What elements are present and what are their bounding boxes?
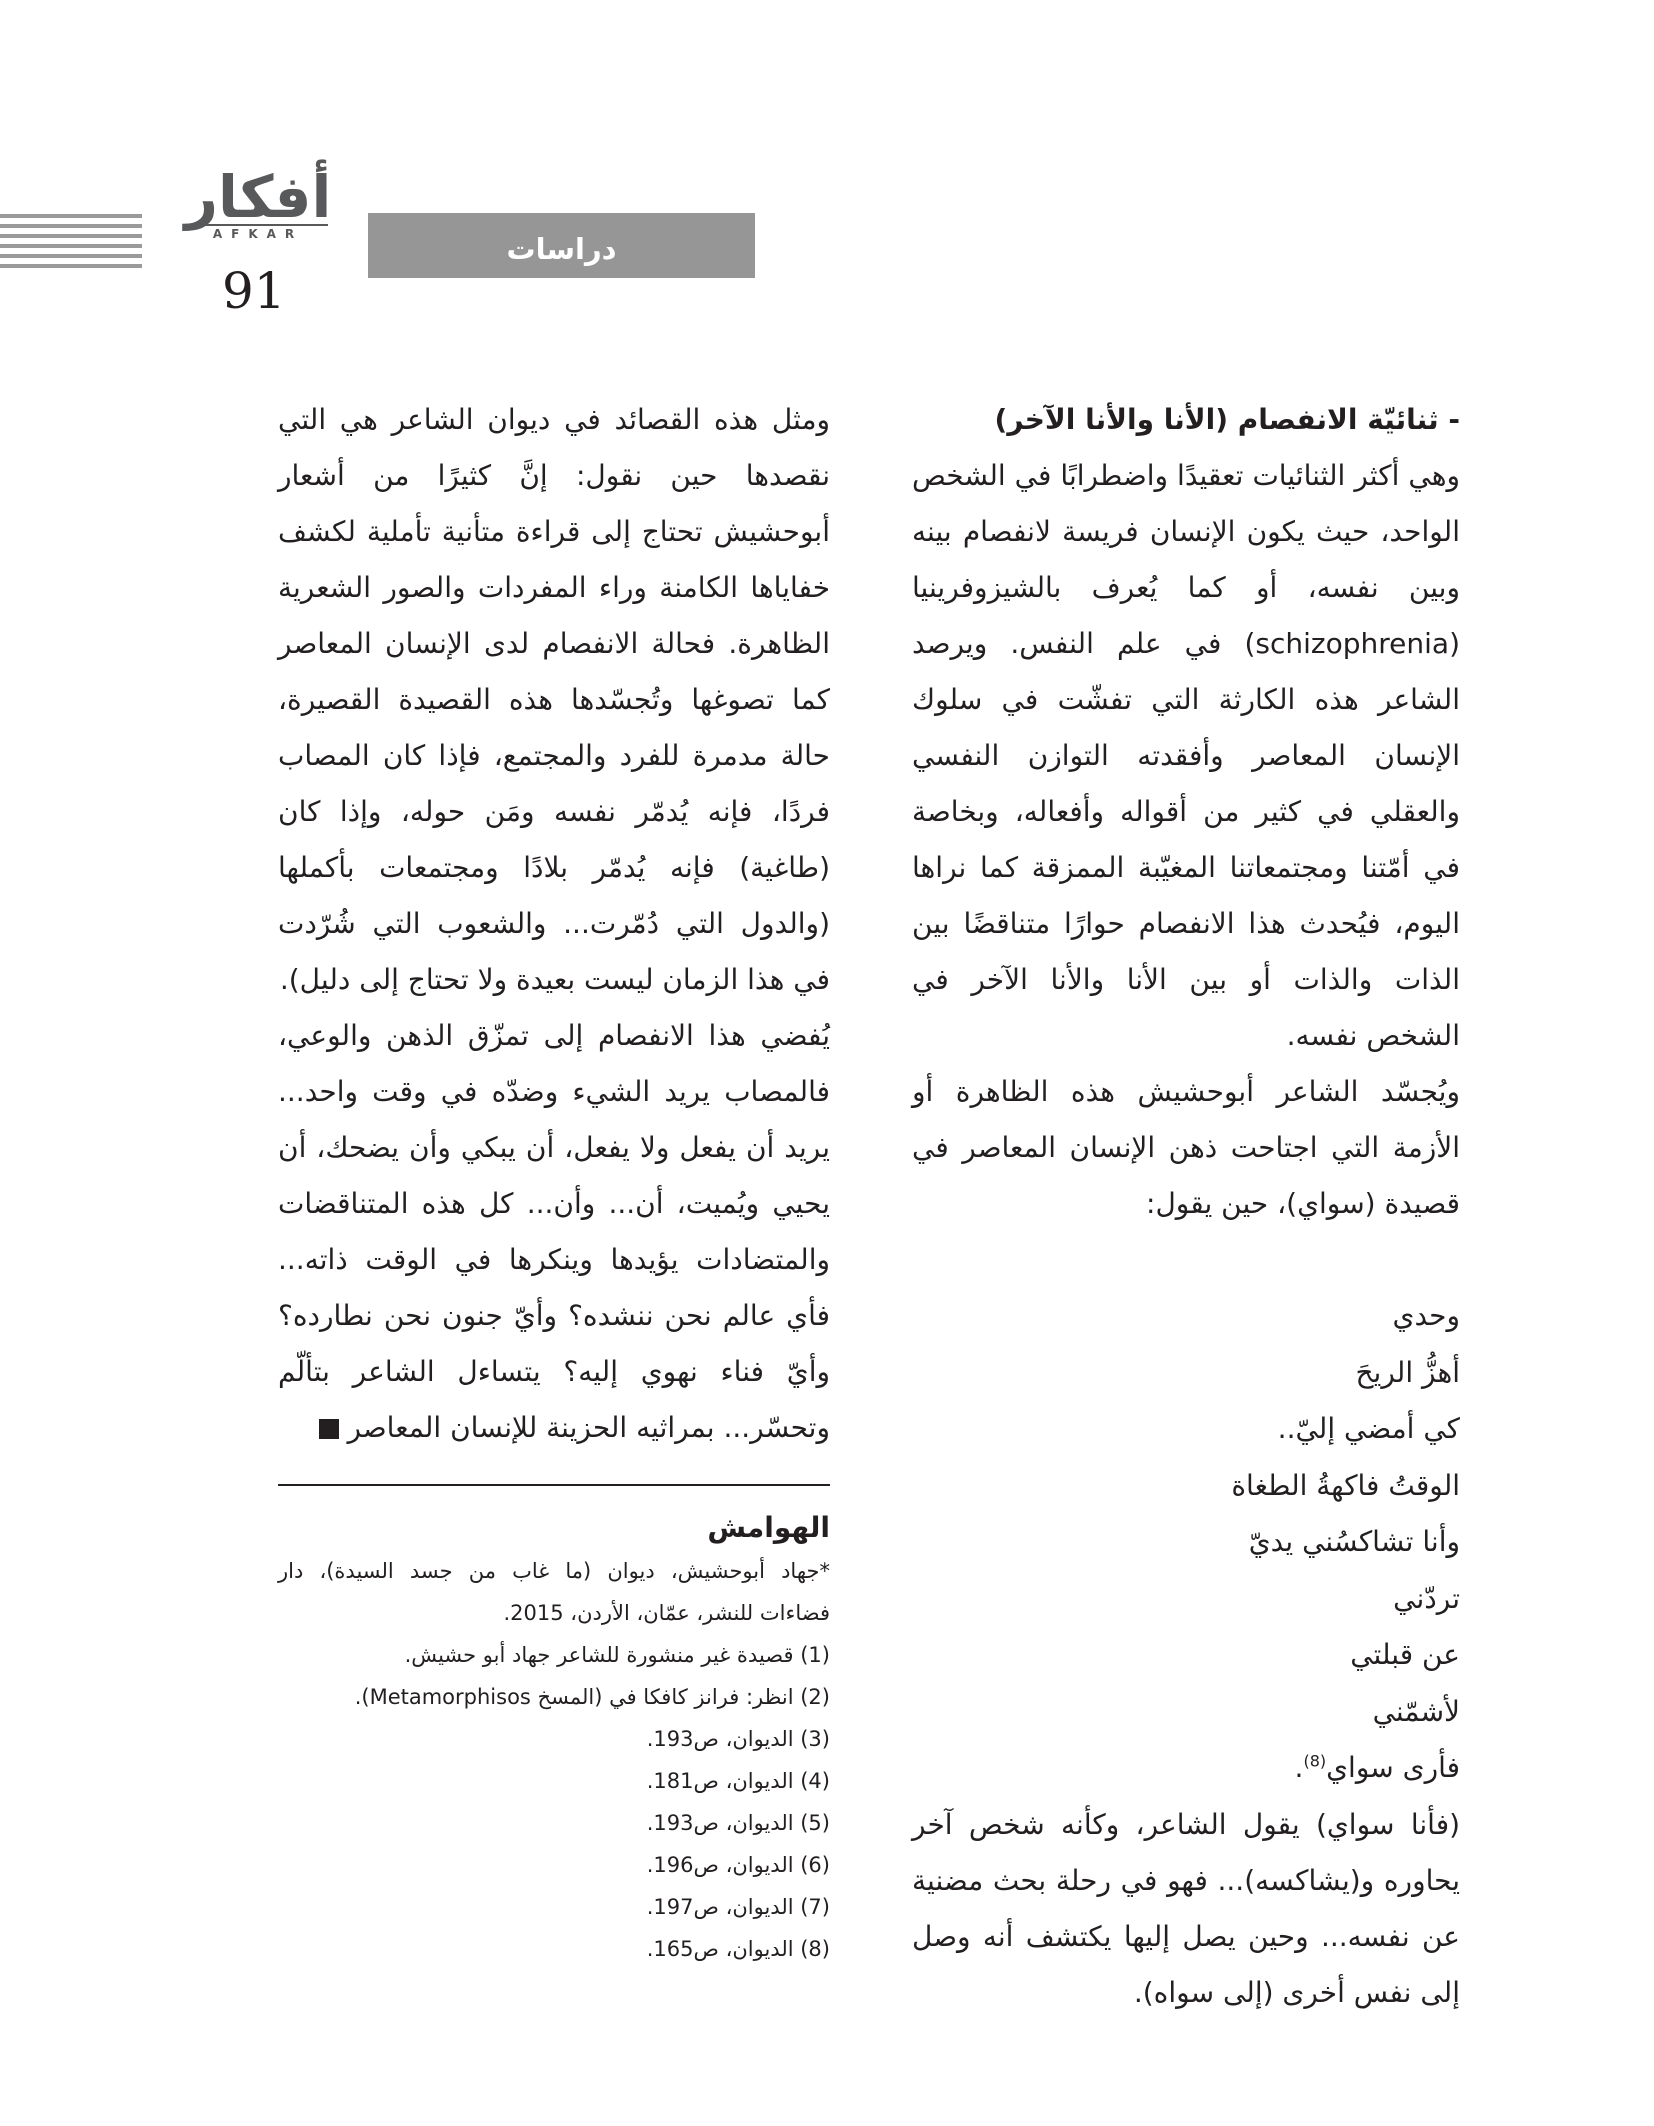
section-label: دراسات (506, 231, 617, 266)
paragraph: (فأنا سواي) يقول الشاعر، وكأنه شخص آخر يحاوره و(يشاكسه)... فهو في رحلة بحث مضنية عن نفسه... وحين يصل إليها يكتشف أنه وصل إلى نفس أخرى (إلى سواه). (912, 1807, 1460, 2009)
poem-line: فأرى سواي (1326, 1751, 1460, 1784)
section-banner (368, 213, 755, 278)
footnote: (6) الديوان، ص196. (646, 1853, 830, 1877)
footnote: *جهاد أبوحشيش، ديوان (ما غاب من جسد السيدة)، دار فضاءات للنشر، عمّان، الأردن، 2015. (278, 1559, 830, 1625)
poem-line-last (912, 1740, 1460, 1797)
footnote: (8) الديوان، ص165. (646, 1937, 830, 1961)
footnote-divider (278, 1484, 830, 1486)
paragraph: ويُجسّد الشاعر أبوحشيش هذه الظاهرة أو الأزمة التي اجتاحت ذهن الإنسان المعاصر في قصيدة (سواي)، حين يقول: (912, 1075, 1460, 1220)
footnote: (5) الديوان، ص193. (646, 1811, 830, 1835)
page-number: 91 (222, 262, 286, 320)
poem-line: لأشمّني (1372, 1694, 1460, 1728)
footnote: (2) انظر: فرانز كافكا في (المسخ Metamorphisos). (354, 1685, 830, 1709)
poem-line: عن قبلتي (1350, 1638, 1460, 1671)
logo-latin: AFKAR (188, 224, 328, 241)
poem-line: الوقتُ فاكهةُ الطغاة (1231, 1468, 1460, 1502)
footnote: (7) الديوان، ص197. (646, 1895, 830, 1919)
footnote: (3) الديوان، ص193. (646, 1727, 830, 1751)
poem (912, 1288, 1460, 1797)
poem-line: وأنا تشاكسُني يديّ (1248, 1525, 1460, 1558)
logo-arabic: أفكار (184, 163, 332, 231)
magazine-logo (183, 163, 333, 241)
paragraph: وهي أكثر الثنائيات تعقيدًا واضطرابًا في الشخص الواحد، حيث يكون الإنسان فريسة لانفصام بينه وبين نفسه، أو كما يُعرف بالشيزوفرينيا (schizophrenia) في علم النفس. ويرصد الشاعر هذه الكارثة التي تفشّت في سلوك الإنسان المعاصر وأفقدته التوازن النفسي والعقلي في كثير من أقواله وأفعاله، وبخاصة في أمّتنا ومجتمعاتنا المغيّبة الممزقة كما نراها اليوم، فيُحدث هذا الانفصام حوارًا متناقضًا بين الذات والذات أو بين الأنا والأنا الآخر في الشخص نفسه. (912, 459, 1460, 1052)
footnote-reference: (8) (1303, 1751, 1327, 1771)
left-column (278, 392, 830, 1970)
right-column (912, 392, 1460, 2021)
footnote: (4) الديوان، ص181. (646, 1769, 830, 1793)
header-decorative-lines (0, 214, 142, 276)
paragraph: ومثل هذه القصائد في ديوان الشاعر هي التي نقصدها حين نقول: إنَّ كثيرًا من أشعار أبوحشيش تحتاج إلى قراءة متأنية تأملية لكشف خفاياها الكامنة وراء المفردات والصور الشعرية الظاهرة. فحالة الانفصام لدى الإنسان المعاصر كما تصوغها وتُجسّدها هذه القصيدة القصيرة، حالة مدمرة للفرد والمجتمع، فإذا كان المصاب فردًا، فإنه يُدمّر نفسه ومَن حوله، وإذا كان (طاغية) فإنه يُدمّر بلادًا ومجتمعات بأكملها (والدول التي دُمّرت... والشعوب التي شُرّدت في هذا الزمان ليست بعيدة ولا تحتاج إلى دليل). (278, 403, 830, 996)
footnotes-title: الهوامش (707, 1511, 830, 1544)
end-of-article-mark (319, 1419, 339, 1439)
poem-line: كي أمضي إليّ.. (1277, 1412, 1460, 1445)
poem-end-punct: . (1294, 1751, 1304, 1784)
poem-line: أهزُّ الريحَ (1355, 1355, 1460, 1389)
poem-line: وحدي (1392, 1299, 1460, 1332)
paragraph-last (278, 1008, 830, 1456)
footnote: (1) قصيدة غير منشورة للشاعر جهاد أبو حشيش. (404, 1643, 830, 1667)
paragraph-text: يُفضي هذا الانفصام إلى تمزّق الذهن والوعي، فالمصاب يريد الشيء وضدّه في وقت واحد... يريد أن يفعل ولا يفعل، أن يبكي وأن يضحك، أن يحيي ويُميت، أن... وأن... كل هذه المتناقضات والمتضادات يؤيدها وينكرها في الوقت ذاته... فأي عالم نحن ننشده؟ وأيّ جنون نحن نطارده؟ وأيّ فناء نهوي إليه؟ يتساءل الشاعر بتألّم وتحسّر... بمراثيه الحزينة للإنسان المعاصر (278, 1019, 830, 1444)
section-heading: - ثنائيّة الانفصام (الأنا والأنا الآخر) (994, 403, 1460, 436)
poem-line: تردّني (1393, 1581, 1460, 1615)
